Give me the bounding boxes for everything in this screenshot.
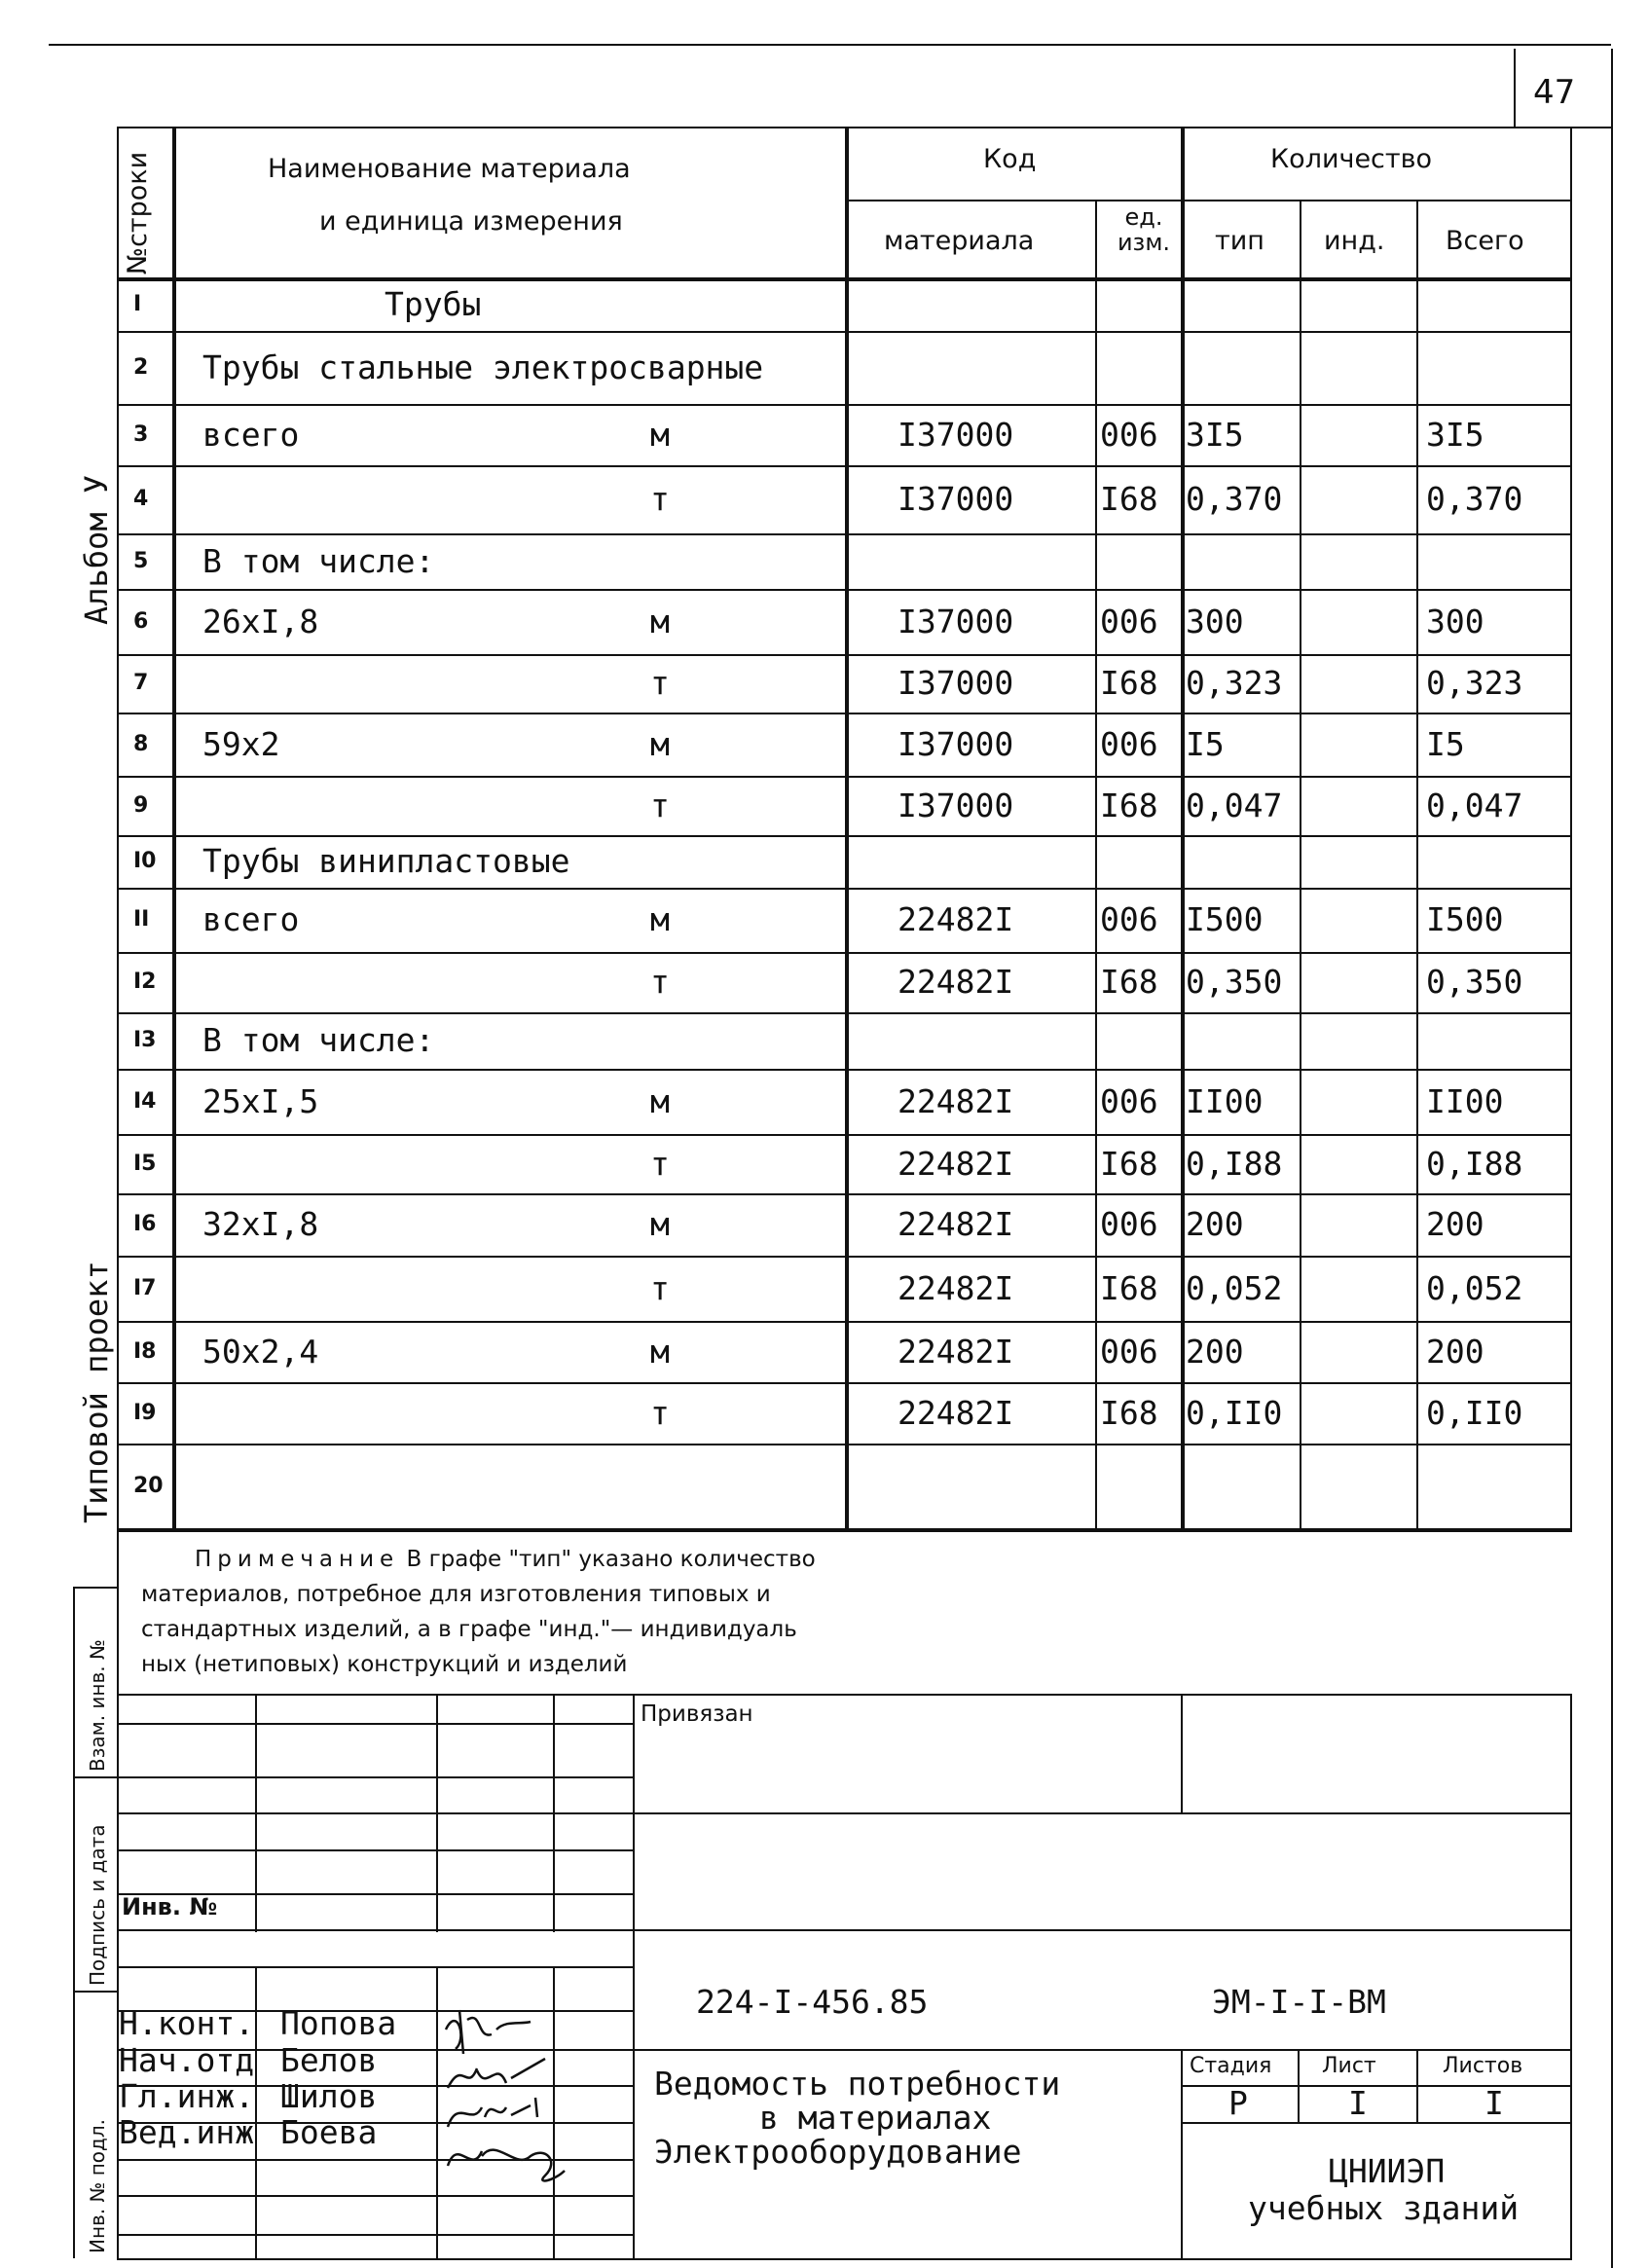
row-number: I5 bbox=[133, 1151, 157, 1176]
header-mid-line bbox=[847, 200, 1572, 201]
row-separator bbox=[117, 1321, 1572, 1323]
row-ed: 006 bbox=[1100, 415, 1158, 454]
row-separator bbox=[117, 331, 1572, 333]
row-total: 3I5 bbox=[1426, 415, 1484, 454]
side-strip-left bbox=[73, 1587, 75, 2258]
row-tip: I500 bbox=[1186, 900, 1264, 938]
header-qty-type: тип bbox=[1215, 226, 1264, 256]
stamp-sheets: I bbox=[1484, 2084, 1504, 2122]
row-ed: I68 bbox=[1100, 963, 1158, 1001]
header-code-unit: ед. изм. bbox=[1117, 203, 1171, 256]
stamp-top bbox=[117, 1694, 1572, 1696]
row-number: 8 bbox=[133, 731, 149, 756]
row-ed: I68 bbox=[1100, 1268, 1158, 1307]
row-name: 50x2,4 bbox=[202, 1332, 319, 1371]
stamp-person-name: Шилов bbox=[280, 2077, 378, 2115]
header-name-line2: и единица измерения bbox=[319, 206, 623, 237]
signatures bbox=[438, 2000, 574, 2190]
row-code: I37000 bbox=[898, 724, 1014, 763]
row-number: I2 bbox=[133, 969, 157, 994]
side-label-podpis: Подпись и дата bbox=[86, 1824, 109, 1986]
row-tip: 0,350 bbox=[1186, 963, 1283, 1001]
stamp-line-d bbox=[117, 1849, 633, 1851]
row-number: I9 bbox=[133, 1400, 157, 1425]
row-unit: м bbox=[650, 415, 670, 454]
row-name: В том числе: bbox=[202, 541, 435, 580]
row-number: I4 bbox=[133, 1088, 157, 1114]
stamp-org-line1: ЦНИИЭП bbox=[1329, 2152, 1446, 2190]
row-number: 3 bbox=[133, 421, 149, 447]
side-label-vzam: Взам. инв. № bbox=[86, 1639, 109, 1772]
row-ed: 006 bbox=[1100, 1332, 1158, 1371]
row-total: 0,350 bbox=[1426, 963, 1523, 1001]
col-rowno-line bbox=[172, 127, 176, 1528]
row-separator bbox=[117, 654, 1572, 656]
row-separator bbox=[117, 713, 1572, 714]
stamp-privyazan: Привязан bbox=[641, 1701, 753, 1727]
signature-belov bbox=[448, 2059, 545, 2088]
row-ed: I68 bbox=[1100, 480, 1158, 518]
row-unit: м bbox=[650, 900, 670, 938]
stamp-project-code: 224-I-456.85 bbox=[696, 1983, 929, 2021]
row-code: I37000 bbox=[898, 415, 1014, 454]
row-number: 20 bbox=[133, 1473, 164, 1498]
row-tip: 0,II0 bbox=[1186, 1393, 1283, 1432]
header-code: Код bbox=[983, 144, 1037, 174]
row-ed: I68 bbox=[1100, 786, 1158, 824]
row-code: 22482I bbox=[898, 1205, 1014, 1243]
row-tip: 0,323 bbox=[1186, 664, 1283, 702]
row-number: 7 bbox=[133, 671, 149, 695]
row-separator bbox=[117, 465, 1572, 467]
stamp-sheet-label: Лист bbox=[1322, 2054, 1376, 2078]
stamp-person-role: Гл.инж. bbox=[119, 2077, 255, 2115]
table-right bbox=[1570, 127, 1572, 1528]
row-tip: 200 bbox=[1186, 1205, 1244, 1243]
col-code-line bbox=[845, 127, 849, 1528]
stamp-person-name: Боева bbox=[280, 2113, 378, 2151]
stamp-doc-code: ЭМ-I-I-ВМ bbox=[1212, 1983, 1386, 2021]
row-tip: 0,047 bbox=[1186, 786, 1283, 824]
row-number: 6 bbox=[133, 608, 149, 634]
row-ed: I68 bbox=[1100, 664, 1158, 702]
row-number: 2 bbox=[133, 354, 149, 380]
row-unit: т bbox=[650, 1268, 670, 1307]
stamp-col5-bottom bbox=[1181, 2049, 1183, 2258]
row-ed: I68 bbox=[1100, 1144, 1158, 1183]
stamp-col1-top bbox=[255, 1694, 257, 1932]
row-total: 300 bbox=[1426, 602, 1484, 640]
col-total-line bbox=[1416, 200, 1418, 1528]
note-text1: В графе "тип" указано количество bbox=[406, 1547, 816, 1572]
stamp-col5-top bbox=[1181, 1694, 1183, 1812]
row-separator bbox=[117, 404, 1572, 406]
row-separator bbox=[117, 835, 1572, 837]
stamp-title-top bbox=[633, 2049, 1572, 2051]
stamp-org-line2: учебных зданий bbox=[1248, 2189, 1520, 2227]
row-name: В том числе: bbox=[202, 1021, 435, 1059]
row-name: всего bbox=[202, 900, 300, 938]
row-number: I7 bbox=[133, 1275, 157, 1300]
row-unit: т bbox=[650, 664, 670, 702]
row-tip: 0,370 bbox=[1186, 480, 1283, 518]
row-separator bbox=[117, 1444, 1572, 1445]
row-code: 22482I bbox=[898, 900, 1014, 938]
row-total: I500 bbox=[1426, 900, 1504, 938]
stamp-person-name: Попова bbox=[280, 2004, 397, 2042]
row-total: 0,323 bbox=[1426, 664, 1523, 702]
row-code: 22482I bbox=[898, 1332, 1014, 1371]
row-code: I37000 bbox=[898, 664, 1014, 702]
stamp-stage-bottom bbox=[1181, 2122, 1572, 2124]
stamp-line-f bbox=[117, 1929, 1572, 1931]
stamp-line-a bbox=[117, 1723, 633, 1725]
stamp-title-line1: Ведомость потребности bbox=[654, 2065, 1061, 2103]
row-tip: I5 bbox=[1186, 724, 1225, 763]
stamp-sheets-label: Листов bbox=[1443, 2054, 1523, 2078]
row-separator bbox=[117, 1193, 1572, 1195]
stamp-line-b bbox=[117, 1776, 633, 1778]
stamp-line-n bbox=[117, 2234, 633, 2236]
row-unit: м bbox=[650, 602, 670, 640]
row-ed: 006 bbox=[1100, 1081, 1158, 1120]
page-number-box-left bbox=[1514, 49, 1516, 127]
top-rule bbox=[49, 44, 1611, 46]
row-number: 5 bbox=[133, 548, 149, 573]
stamp-person-role: Н.конт. bbox=[119, 2004, 255, 2042]
stamp-stage: Р bbox=[1228, 2084, 1248, 2122]
row-number: I bbox=[133, 291, 142, 316]
row-code: I37000 bbox=[898, 602, 1014, 640]
row-unit: т bbox=[650, 1393, 670, 1432]
row-code: I37000 bbox=[898, 480, 1014, 518]
stamp-person-name: Белов bbox=[280, 2041, 378, 2079]
frame-left bbox=[117, 127, 119, 2258]
row-unit: м bbox=[650, 1205, 670, 1243]
stamp-title-line3: Электрооборудование bbox=[654, 2133, 1022, 2171]
row-total: 0,II0 bbox=[1426, 1393, 1523, 1432]
header-code-material: материала bbox=[884, 226, 1035, 256]
row-name: 32xI,8 bbox=[202, 1205, 319, 1243]
side-label-inv-podl: Инв. № подл. bbox=[86, 2119, 109, 2253]
stamp-person-role: Нач.отд bbox=[119, 2041, 255, 2079]
row-total: 0,047 bbox=[1426, 786, 1523, 824]
row-code: 22482I bbox=[898, 1393, 1014, 1432]
row-unit: т bbox=[650, 786, 670, 824]
stamp-col1-bottom bbox=[255, 1966, 257, 2258]
stamp-person-role: Вед.инж bbox=[119, 2113, 255, 2151]
row-total: II00 bbox=[1426, 1081, 1504, 1120]
row-number: I8 bbox=[133, 1338, 157, 1364]
stamp-sheet: I bbox=[1348, 2084, 1368, 2122]
row-ed: I68 bbox=[1100, 1393, 1158, 1432]
side-label-project: Типовой проект bbox=[78, 1261, 115, 1523]
row-code: I37000 bbox=[898, 786, 1014, 824]
stamp-col2-top bbox=[436, 1694, 438, 1932]
col-ed-line bbox=[1095, 200, 1097, 1528]
note-line4: ных (нетиповых) конструкций и изделий bbox=[141, 1652, 628, 1677]
note-line3: стандартных изделий, а в графе "инд."— индивидуаль bbox=[141, 1617, 797, 1642]
row-unit: м bbox=[650, 1081, 670, 1120]
stamp-col3-top bbox=[553, 1694, 555, 1932]
row-ed: 006 bbox=[1100, 602, 1158, 640]
row-name: всего bbox=[202, 415, 300, 454]
side-strip-line2 bbox=[73, 1776, 117, 1778]
stamp-stage-label: Стадия bbox=[1190, 2054, 1272, 2078]
row-separator bbox=[117, 1069, 1572, 1071]
row-total: 0,370 bbox=[1426, 480, 1523, 518]
table-bottom bbox=[117, 1528, 1572, 1532]
header-quantity: Количество bbox=[1270, 144, 1433, 174]
stamp-line-m bbox=[117, 2195, 633, 2197]
row-ed: 006 bbox=[1100, 1205, 1158, 1243]
page-number: 47 bbox=[1533, 73, 1576, 112]
row-code: 22482I bbox=[898, 1081, 1014, 1120]
row-total: 200 bbox=[1426, 1205, 1484, 1243]
row-separator bbox=[117, 952, 1572, 954]
row-unit: т bbox=[650, 963, 670, 1001]
row-number: I3 bbox=[133, 1028, 157, 1052]
row-tip: 0,052 bbox=[1186, 1268, 1283, 1307]
row-name: 25xI,5 bbox=[202, 1081, 319, 1120]
row-name: Трубы стальные электросварные bbox=[202, 348, 764, 386]
row-number: I6 bbox=[133, 1212, 157, 1236]
row-name: 59x2 bbox=[202, 724, 280, 763]
stamp-col4 bbox=[633, 1694, 635, 2258]
row-code: 22482I bbox=[898, 1144, 1014, 1183]
col-qty-line bbox=[1181, 127, 1185, 1528]
row-separator bbox=[117, 1134, 1572, 1136]
side-strip-line1 bbox=[73, 1587, 117, 1589]
header-qty-total: Всего bbox=[1446, 226, 1524, 256]
row-code: 22482I bbox=[898, 1268, 1014, 1307]
row-tip: 200 bbox=[1186, 1332, 1244, 1371]
signature-boeva bbox=[448, 2150, 565, 2181]
row-separator bbox=[117, 1256, 1572, 1258]
row-separator bbox=[117, 533, 1572, 535]
side-label-album: Альбом У bbox=[78, 474, 115, 625]
row-unit: т bbox=[650, 1144, 670, 1183]
row-number: I0 bbox=[133, 849, 157, 873]
row-total: I5 bbox=[1426, 724, 1465, 763]
signature-shilov bbox=[448, 2098, 537, 2127]
row-unit: м bbox=[650, 1332, 670, 1371]
row-tip: 3I5 bbox=[1186, 415, 1244, 454]
row-separator bbox=[117, 589, 1572, 591]
row-separator bbox=[117, 1382, 1572, 1384]
row-separator bbox=[117, 1012, 1572, 1014]
row-name: Трубы bbox=[385, 284, 482, 323]
stamp-inv-no: Инв. № bbox=[122, 1893, 218, 1920]
note-title: Примечание bbox=[195, 1547, 400, 1572]
row-ed: 006 bbox=[1100, 900, 1158, 938]
row-code: 22482I bbox=[898, 963, 1014, 1001]
row-tip: 0,I88 bbox=[1186, 1144, 1283, 1183]
row-total: 200 bbox=[1426, 1332, 1484, 1371]
stamp-line-g bbox=[117, 1966, 633, 1968]
header-name-line1: Наименование материала bbox=[268, 154, 631, 184]
row-number: 9 bbox=[133, 792, 149, 818]
row-total: 0,052 bbox=[1426, 1268, 1523, 1307]
stamp-line-c bbox=[117, 1812, 1572, 1814]
row-separator bbox=[117, 776, 1572, 778]
note-line2: материалов, потребное для изготовления типовых и bbox=[141, 1582, 771, 1607]
row-tip: II00 bbox=[1186, 1081, 1264, 1120]
header-row-no: №строки bbox=[123, 151, 153, 274]
signature-popova bbox=[446, 2010, 531, 2054]
col-ind-line bbox=[1300, 200, 1301, 1528]
row-number: II bbox=[133, 907, 150, 932]
header-qty-ind: инд. bbox=[1324, 226, 1385, 256]
row-tip: 300 bbox=[1186, 602, 1244, 640]
note-line1 bbox=[195, 1543, 816, 1576]
row-unit: м bbox=[650, 724, 670, 763]
stamp-title-line2: в материалах bbox=[759, 2099, 992, 2137]
frame-right bbox=[1611, 49, 1613, 2268]
row-name: Трубы винипластовые bbox=[202, 842, 570, 880]
stamp-right bbox=[1570, 1694, 1572, 2258]
side-strip-line3 bbox=[73, 1991, 117, 1993]
row-separator bbox=[117, 888, 1572, 890]
row-ed: 006 bbox=[1100, 724, 1158, 763]
row-name: 26xI,8 bbox=[202, 602, 319, 640]
row-total: 0,I88 bbox=[1426, 1144, 1523, 1183]
row-unit: т bbox=[650, 480, 670, 518]
row-number: 4 bbox=[133, 487, 149, 511]
